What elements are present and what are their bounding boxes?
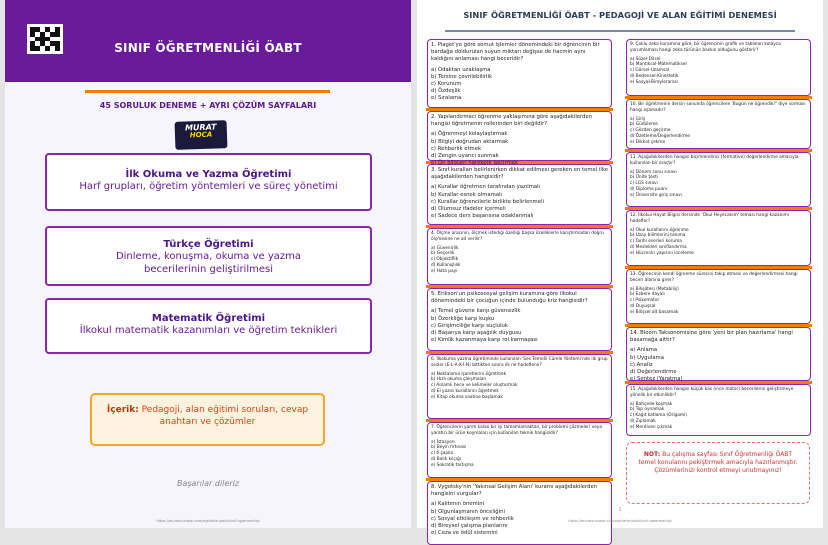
answer-option[interactable]: b) Ünite testi xyxy=(630,175,658,181)
answer-option[interactable]: c) Kağıt katlama (Origami) xyxy=(630,413,687,419)
question-stem: 1. Piaget'ye göre somut işlemler dönemindeki bir öğrencinin bir bardağa doldurulan suyun miktarı değişse de hacmin aynı kaldığını anlaması hangi beceridir? xyxy=(431,42,600,63)
question-column-right xyxy=(626,39,811,436)
answer-option[interactable]: c) Psikomotor xyxy=(630,298,660,304)
topic-card xyxy=(45,226,372,286)
topic-card xyxy=(45,298,372,354)
question-stem: 7. Öğrencilerin yarım kalan bir işi tamamlamaktan, bir problemi çözmeleri veya yaratıcı bir ürün koymaları için kullanılan teknik hangisidir? xyxy=(431,425,602,436)
cover-page xyxy=(5,0,411,528)
answer-option[interactable]: c) Gözden geçirme xyxy=(630,128,671,134)
answer-option[interactable]: a) Sözel-Dilsel xyxy=(630,56,661,62)
answer-option[interactable]: d) Meslekleri sınıflandırma xyxy=(630,244,687,250)
answer-option[interactable]: d) Kullanışlılık xyxy=(431,262,461,268)
answer-option[interactable]: b) Hızlı okuma çalışmaları xyxy=(431,377,487,383)
question-stem: 2. Yapılandırmacı öğrenme yaklaşımına göre aşağıdakilerden hangisi öğretmenin rollerinden biri değildir? xyxy=(431,114,593,128)
topic-description: Harf grupları, öğretim yöntemleri ve süreç yönetimi xyxy=(79,181,338,192)
answer-option[interactable]: c) Sosyal etkileşim ve rehberlik xyxy=(431,515,514,522)
answer-option[interactable]: d) Değerlendirme xyxy=(630,369,677,376)
answer-option[interactable]: b) Uygulama xyxy=(630,354,664,361)
content-label: İçerik: xyxy=(106,405,139,415)
answer-option[interactable]: a) Okul kurallarını öğrenme xyxy=(630,227,689,233)
page-number: 1 xyxy=(618,508,622,513)
answer-option[interactable]: d) Balık kılçığı xyxy=(431,456,461,462)
question-card xyxy=(427,39,612,108)
answer-option[interactable]: b) Tersine çevrilebilirlik xyxy=(431,73,493,80)
question-card xyxy=(626,152,811,207)
topic-title: Türkçe Öğretimi xyxy=(163,239,254,250)
content-summary-box xyxy=(90,393,325,446)
answer-option[interactable]: c) Rehberlik etmek xyxy=(431,145,482,152)
topic-description: Dinleme, konuşma, okuma ve yazma becerilerinin geliştirilmesi xyxy=(115,251,302,275)
answer-option[interactable]: b) Top oynamak xyxy=(630,407,665,413)
answer-option[interactable]: c) Tarihi eserleri koruma xyxy=(630,239,682,245)
answer-option[interactable]: c) Kurallar öğrencilerle birlikte belirlenmeli xyxy=(431,198,544,205)
answer-option[interactable]: c) 6 şapka xyxy=(431,451,454,457)
answer-option[interactable]: d) Olumsuz ifadeler içermeli xyxy=(431,206,506,213)
question-column-left xyxy=(427,39,612,545)
question-card xyxy=(427,481,612,545)
answer-option[interactable]: a) Bahçede koşmak xyxy=(630,401,673,407)
footer-url[interactable]: https://muratvursalar.com/egitimler/oabt/sinif-ogretmenligi xyxy=(156,519,260,523)
answer-option[interactable]: a) Bilişötesi (Metabiliş) xyxy=(630,286,679,292)
answer-option[interactable]: a) Odaktan uzaklaşma xyxy=(431,66,491,73)
cover-title: SINIF ÖĞRETMENLİĞİ ÖABT xyxy=(114,41,302,55)
answer-option[interactable]: d) El yazısı kurallarını öğretmek xyxy=(431,388,499,394)
answer-option[interactable]: a) Kalıtımın önemini xyxy=(431,501,485,508)
answer-option[interactable]: c) Analiz xyxy=(630,361,653,368)
answer-option[interactable]: d) Diploma puanı xyxy=(630,186,668,192)
answer-option[interactable]: e) Hücrenin yapısını inceleme xyxy=(630,250,694,256)
answer-option[interactable]: e) Hata payı xyxy=(431,268,458,274)
answer-option[interactable]: e) Üniversite giriş sınavı xyxy=(630,192,682,198)
question-stem: 10. Bir öğretmenin dersin sonunda öğrencilere 'Bugün ne öğrendik?' diye sorması hangi aşamadır? xyxy=(630,102,806,113)
answer-option[interactable]: c) Girişimciliğe karşı suçluluk xyxy=(431,322,508,329)
question-stem: 11. Aşağıdakilerden hangisi biçimlendirici (formative) değerlendirme amacıyla kullanılan bir araçtır? xyxy=(630,155,799,166)
answer-option[interactable]: e) Bilişsel alt basamak xyxy=(630,309,679,315)
answer-option[interactable]: e) Kitap okuma saatine başlamak xyxy=(431,394,503,400)
question-card xyxy=(427,228,612,285)
topic-title: İlk Okuma ve Yazma Öğretimi xyxy=(125,169,292,180)
question-card xyxy=(626,384,811,436)
answer-option[interactable]: b) Kurallar esnek olmamalı xyxy=(431,191,503,198)
answer-option[interactable]: e) Ceza ve ödül sistemini xyxy=(431,530,498,537)
question-stem: 12. İlkokul Hayat Bilgisi dersinde 'Okul Heyecanım' teması hangi kazanımı hedefler? xyxy=(630,213,789,224)
title-divider xyxy=(445,30,795,32)
answer-option[interactable]: c) Anlamlı hece ve kelimeler oluşturmak xyxy=(431,383,518,389)
answer-option[interactable]: a) Giriş xyxy=(630,116,646,122)
cover-header xyxy=(5,0,411,82)
note-label: NOT: xyxy=(643,451,661,458)
question-stem: 9. Çoklu zeka kuramına göre, bir öğrencinin grafik ve tabloları kolayca yorumlaması hangi zeka türünün baskın olduğunu gösterir? xyxy=(630,42,781,53)
answer-option[interactable]: e) Sokratik tartışma xyxy=(431,462,474,468)
answer-option[interactable]: b) Ezbere dayalı xyxy=(630,292,665,298)
answer-option[interactable]: e) Kimlik kazanmaya karşı rol karmaşası xyxy=(431,337,538,344)
answer-option[interactable]: a) Temel güvene karşı güvensizlik xyxy=(431,308,521,315)
answer-option[interactable]: e) Sosyal-Bireylerarası xyxy=(630,79,679,85)
content-text: Pedagoji, alan eğitimi soruları, cevap anahtarı ve çözümler xyxy=(138,405,309,427)
cover-subtitle: 45 SORULUK DENEME + AYRI ÇÖZÜM SAYFALARI xyxy=(99,101,317,110)
answer-option[interactable]: a) Anlama xyxy=(630,347,658,354)
answer-option[interactable]: d) Özdeşlik xyxy=(431,88,461,95)
topic-description: İlkokul matematik kazanımları ve öğretim teknikleri xyxy=(79,325,338,336)
answer-option[interactable]: c) LGS sınavı xyxy=(630,181,658,187)
answer-option[interactable]: d) Zengin uyarıcı sunmak xyxy=(431,153,499,160)
answer-option[interactable]: c) Objektiflik xyxy=(431,257,459,263)
question-stem: 13. Öğrencinin kendi öğrenme sürecini takip etmesi ve değerlendirmesi hangi beceri alanına girer? xyxy=(630,272,798,283)
murat-hoca-logo xyxy=(175,120,228,150)
answer-option[interactable]: a) İstasyon xyxy=(431,439,455,445)
question-card xyxy=(427,288,612,351)
question-stem: 8. Vygotsky'nin 'Yakınsal Gelişim Alanı' kuramı aşağıdakilerden hangisini vurgular? xyxy=(431,484,598,498)
question-stem: 15. Aşağıdakilerden hangisi küçük kas (ince motor) becerilerini geliştirmeye yönelik bir etkinliktir? xyxy=(630,387,794,398)
answer-option[interactable]: d) Bireysel çalışma planlarını xyxy=(431,523,508,530)
answer-option[interactable]: c) Korunum xyxy=(431,81,462,88)
answer-option[interactable]: a) Kurallar öğretmen tarafından yazılmalı xyxy=(431,184,541,191)
footer-url[interactable]: https://muratvursalar.com/egitimler/oabt/sinif-ogretmenligi xyxy=(568,519,672,523)
questions-page-title: SINIF ÖĞRETMENLİĞİ ÖABT - PEDAGOJİ VE ALAN EĞİTİMİ DENEMESİ xyxy=(463,10,777,20)
answer-option[interactable]: e) Sıralama xyxy=(431,95,462,102)
divider xyxy=(85,90,330,93)
question-stem: 4. Ölçme aracının, ölçmek istediği özelliği başka özelliklerle karıştırmadan doğru ölçmesine ne ad verilir? xyxy=(431,231,604,242)
question-stem: 14. Bloom Taksonomisine göre 'yeni bir plan hazırlama' hangi basamağa aittir? xyxy=(630,330,793,344)
answer-option[interactable]: e) Merdiven çıkmak xyxy=(630,424,673,430)
answer-option[interactable]: d) Duyuşsal xyxy=(630,303,656,309)
answer-option[interactable]: d) Başarıya karşı aşağılık duygusu xyxy=(431,330,522,337)
note-box xyxy=(626,442,810,504)
answer-option[interactable]: b) Geçerlik xyxy=(431,251,455,257)
answer-option[interactable]: a) Noktalama işaretlerini öğretmek xyxy=(431,371,507,377)
question-card xyxy=(427,422,612,478)
answer-option[interactable]: d) Zıplamak xyxy=(630,418,656,424)
answer-option[interactable]: e) Sadece ders başarısına odaklanmalı xyxy=(431,213,534,220)
question-card xyxy=(427,111,612,161)
topic-title: Matematik Öğretimi xyxy=(151,313,266,324)
question-stem: 5. Erikson'un psikososyal gelişim kuramına göre ilkokul dönemindeki bir çocuğun içinde bulunduğu kriz hangisidir? xyxy=(431,291,588,305)
questions-page xyxy=(417,0,823,537)
answer-option[interactable]: d) Bedensel-Kinestetik xyxy=(630,73,679,79)
answer-option[interactable]: b) Mantıksal-Matematiksel xyxy=(630,62,687,68)
question-stem: 3. Sınıf kuralları belirlenirken dikkat edilmesi gereken en temel ilke aşağıdakilerden hangisidir? xyxy=(431,167,609,181)
logo-line1: MURAT xyxy=(184,122,217,133)
answer-option[interactable]: a) Güvenirlik xyxy=(431,245,459,251)
question-card xyxy=(626,99,811,149)
question-card xyxy=(626,39,811,96)
question-stem: 6. İlkokuma yazma öğretiminde kullanılan 'Ses Temelli Cümle Yöntemi'nde ilk grup sesler (E-L-A-K-İ-N) bittikten sonra ilk ne hedeflenir? xyxy=(431,357,608,368)
answer-option[interactable]: e) Sentez (Yaratma) xyxy=(630,376,683,383)
note-text: Bu çalışma sayfası Sınıf Öğretmenliği ÖABT temel konularını pekiştirmek amacıyla hazırlanmıştır. Çözümlerinizi kontrol etmeyi unutmayınız! xyxy=(638,451,798,474)
answer-option[interactable]: b) Uzay bilimlerini tanıma xyxy=(630,233,686,239)
answer-option[interactable]: b) Bilgiyi doğrudan aktarmak xyxy=(431,138,509,145)
answer-option[interactable]: a) Dönem sonu sınavı xyxy=(630,169,677,175)
question-card xyxy=(626,269,811,324)
answer-option[interactable]: b) Beyin fırtınası xyxy=(431,445,467,451)
topic-card xyxy=(45,153,372,211)
answer-option[interactable]: b) Özerkliğe karşı kuşku xyxy=(431,315,495,322)
question-card xyxy=(427,164,612,225)
logo-line2: HOCA xyxy=(189,130,213,140)
question-card xyxy=(626,327,811,381)
question-card xyxy=(427,354,612,419)
answer-option[interactable]: d) Özetleme/Değerlendirme xyxy=(630,133,690,139)
answer-option[interactable]: b) Olgunlaşmanın önceliğini xyxy=(431,508,505,515)
answer-option[interactable]: a) Öğrenmeyi kolaylaştırmak xyxy=(431,131,508,138)
answer-option[interactable]: b) Güdüleme xyxy=(630,122,658,128)
question-card xyxy=(626,210,811,266)
good-luck-text: Başarılar dileriz xyxy=(176,479,240,488)
answer-option[interactable]: e) Dikkat çekme xyxy=(630,139,666,145)
answer-option[interactable]: c) Görsel-Uzamsal xyxy=(630,68,670,74)
